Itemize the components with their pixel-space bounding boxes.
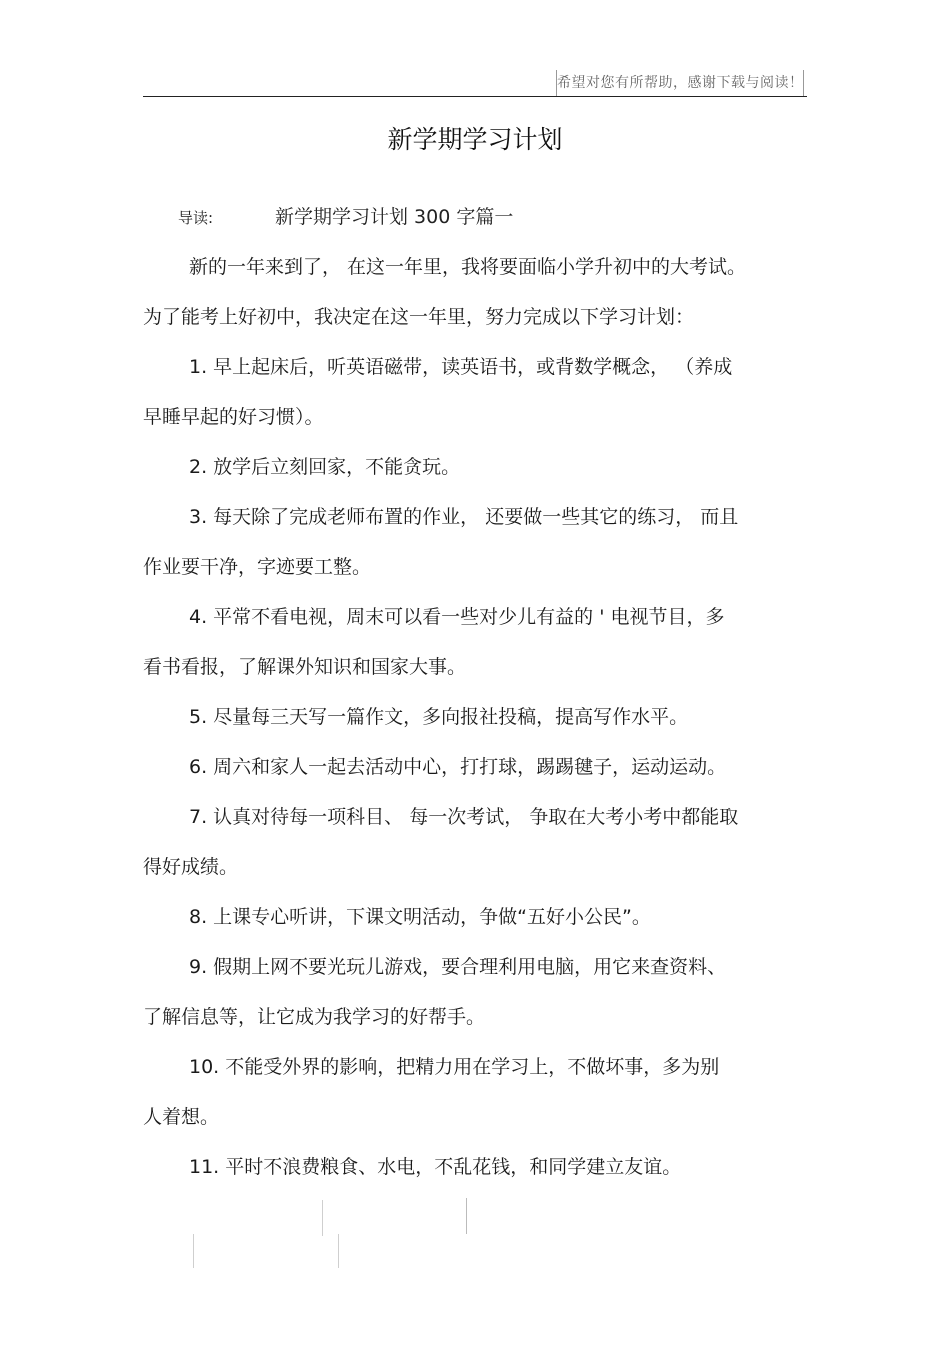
paragraph-line: 9. 假期上网不要光玩儿游戏，要合理利用电脑，用它来查资料、	[189, 956, 727, 978]
scan-artifact-line	[322, 1200, 323, 1236]
paragraph-line: 早睡早起的好习惯）。	[143, 406, 324, 428]
paragraph-line: 4. 平常不看电视，周末可以看一些对少儿有益的 ' 电视节目，多	[189, 606, 725, 628]
paragraph-line: 2. 放学后立刻回家，不能贪玩。	[189, 456, 461, 478]
paragraph-line: 1. 早上起床后，听英语磁带，读英语书，或背数学概念， （养成	[189, 356, 733, 378]
header-note: 希望对您有所帮助，感谢下载与阅读！	[556, 70, 804, 96]
scan-artifact-line	[338, 1234, 339, 1268]
paragraph-line: 得好成绩。	[143, 856, 239, 878]
scan-artifact-line	[466, 1198, 467, 1234]
paragraph-line: 11. 平时不浪费粮食、水电，不乱花钱，和同学建立友谊。	[189, 1156, 682, 1178]
guide-text: 新学期学习计划 300 字篇一	[275, 206, 514, 228]
paragraph-line: 5. 尽量每三天写一篇作文，多向报社投稿，提高写作水平。	[189, 706, 689, 728]
scan-artifact-line	[193, 1234, 194, 1268]
guide-label: 导读:	[178, 209, 214, 227]
paragraph-line: 了解信息等，让它成为我学习的好帮手。	[143, 1006, 486, 1028]
paragraph-line: 人着想。	[143, 1106, 220, 1128]
paragraph-line: 看书看报，了解课外知识和国家大事。	[143, 656, 467, 678]
paragraph-line: 新的一年来到了， 在这一年里，我将要面临小学升初中的大考试。	[189, 256, 747, 278]
paragraph-line: 为了能考上好初中，我决定在这一年里，努力完成以下学习计划：	[143, 306, 695, 328]
paragraph-line: 3. 每天除了完成老师布置的作业， 还要做一些其它的练习， 而且	[189, 506, 739, 528]
document-body	[143, 247, 808, 1197]
paragraph-line: 作业要干净，字迹要工整。	[143, 556, 372, 578]
paragraph-line: 8. 上课专心听讲，下课文明活动，争做“五好小公民”。	[189, 906, 651, 928]
paragraph-line: 7. 认真对待每一项科目、 每一次考试， 争取在大考小考中都能取	[189, 806, 739, 828]
page-title: 新学期学习计划	[387, 125, 563, 154]
paragraph-line: 10. 不能受外界的影响，把精力用在学习上，不做坏事，多为别	[189, 1056, 720, 1078]
header-divider	[143, 96, 807, 97]
paragraph-line: 6. 周六和家人一起去活动中心，打打球，踢踢毽子，运动运动。	[189, 756, 727, 778]
